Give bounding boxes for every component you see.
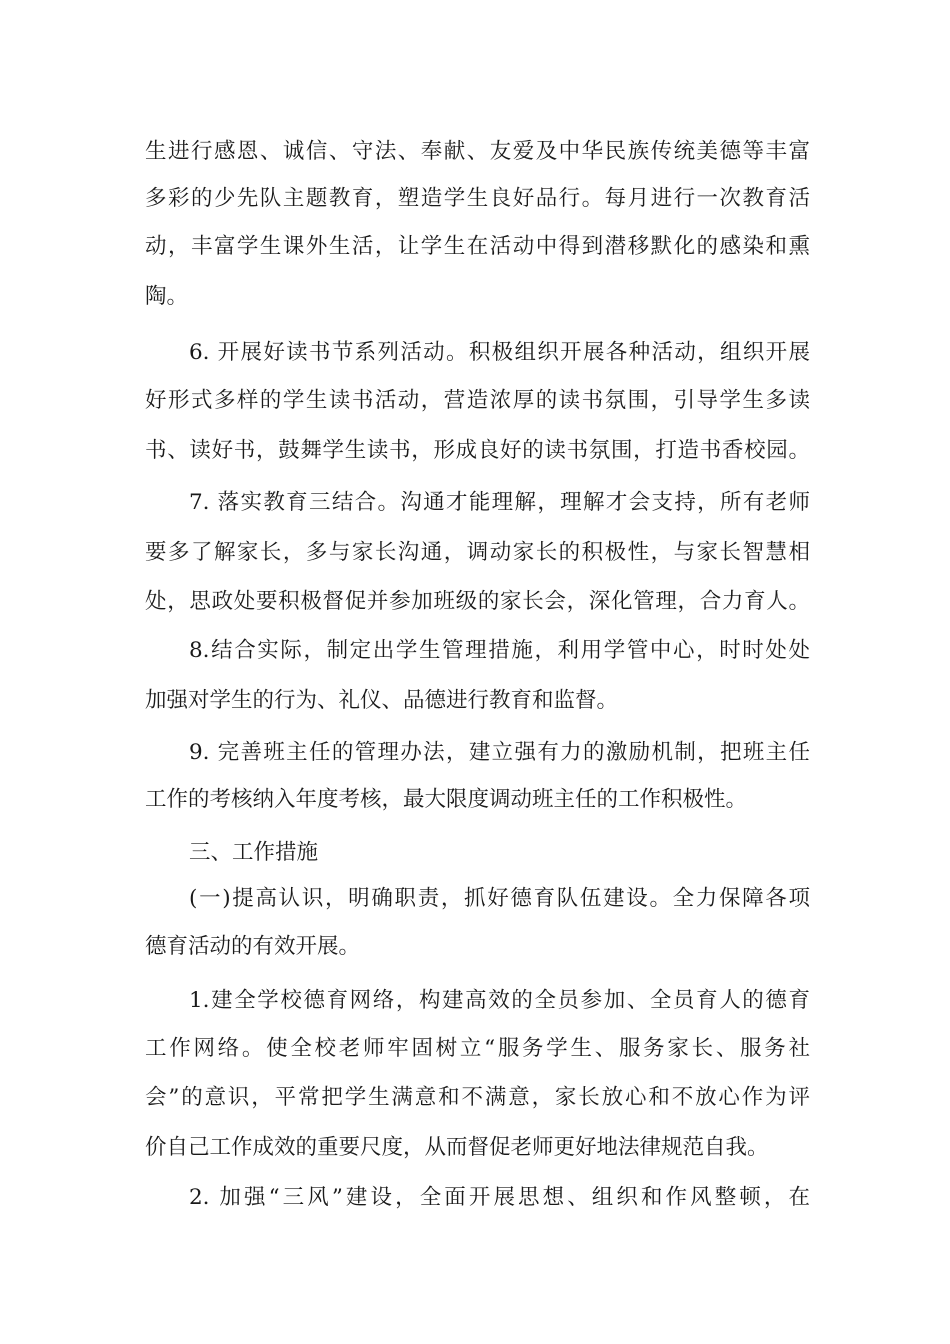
text-line: 处，思政处要积极督促并参加班级的家长会，深化管理，合力育人。: [145, 589, 810, 614]
text-line: (一)提高认识，明确职责，抓好德育队伍建设。全力保障各项: [189, 886, 810, 911]
text-line: 德育活动的有效开展。: [145, 934, 361, 959]
text-line: 1.建全学校德育网络，构建高效的全员参加、全员育人的德育: [189, 988, 810, 1013]
text-line: 加强对学生的行为、礼仪、品德进行教育和监督。: [145, 688, 619, 713]
text-line: 6. 开展好读书节系列活动。积极组织开展各种活动，组织开展: [189, 340, 810, 365]
text-line: 工作网络。使全校老师牢固树立“服务学生、服务家长、服务社: [145, 1036, 810, 1061]
text-line: 书、读好书，鼓舞学生读书，形成良好的读书氛围，打造书香校园。: [145, 438, 810, 463]
text-line: 9. 完善班主任的管理办法，建立强有力的激励机制，把班主任: [189, 740, 810, 765]
text-line: 陶。: [145, 284, 189, 309]
text-line: 动，丰富学生课外生活，让学生在活动中得到潜移默化的感染和熏: [145, 234, 810, 259]
text-line: 要多了解家长，多与家长沟通，调动家长的积极性，与家长智慧相: [145, 540, 810, 565]
section-heading: 三、工作措施: [189, 840, 319, 865]
text-line: 会”的意识，平常把学生满意和不满意，家长放心和不放心作为评: [145, 1085, 810, 1110]
text-line: 价自己工作成效的重要尺度，从而督促老师更好地法律规范自我。: [145, 1135, 769, 1160]
text-line: 好形式多样的学生读书活动，营造浓厚的读书氛围，引导学生多读: [145, 388, 810, 413]
text-line: 2. 加强“三风”建设，全面开展思想、组织和作风整顿，在: [189, 1185, 810, 1210]
text-line: 7. 落实教育三结合。沟通才能理解，理解才会支持，所有老师: [189, 490, 810, 515]
text-line: 多彩的少先队主题教育，塑造学生良好品行。每月进行一次教育活: [145, 186, 810, 211]
text-line: 生进行感恩、诚信、守法、奉献、友爱及中华民族传统美德等丰富: [145, 139, 810, 164]
text-line: 工作的考核纳入年度考核，最大限度调动班主任的工作积极性。: [145, 787, 748, 812]
text-line: 8.结合实际，制定出学生管理措施，利用学管中心，时时处处: [189, 638, 810, 663]
